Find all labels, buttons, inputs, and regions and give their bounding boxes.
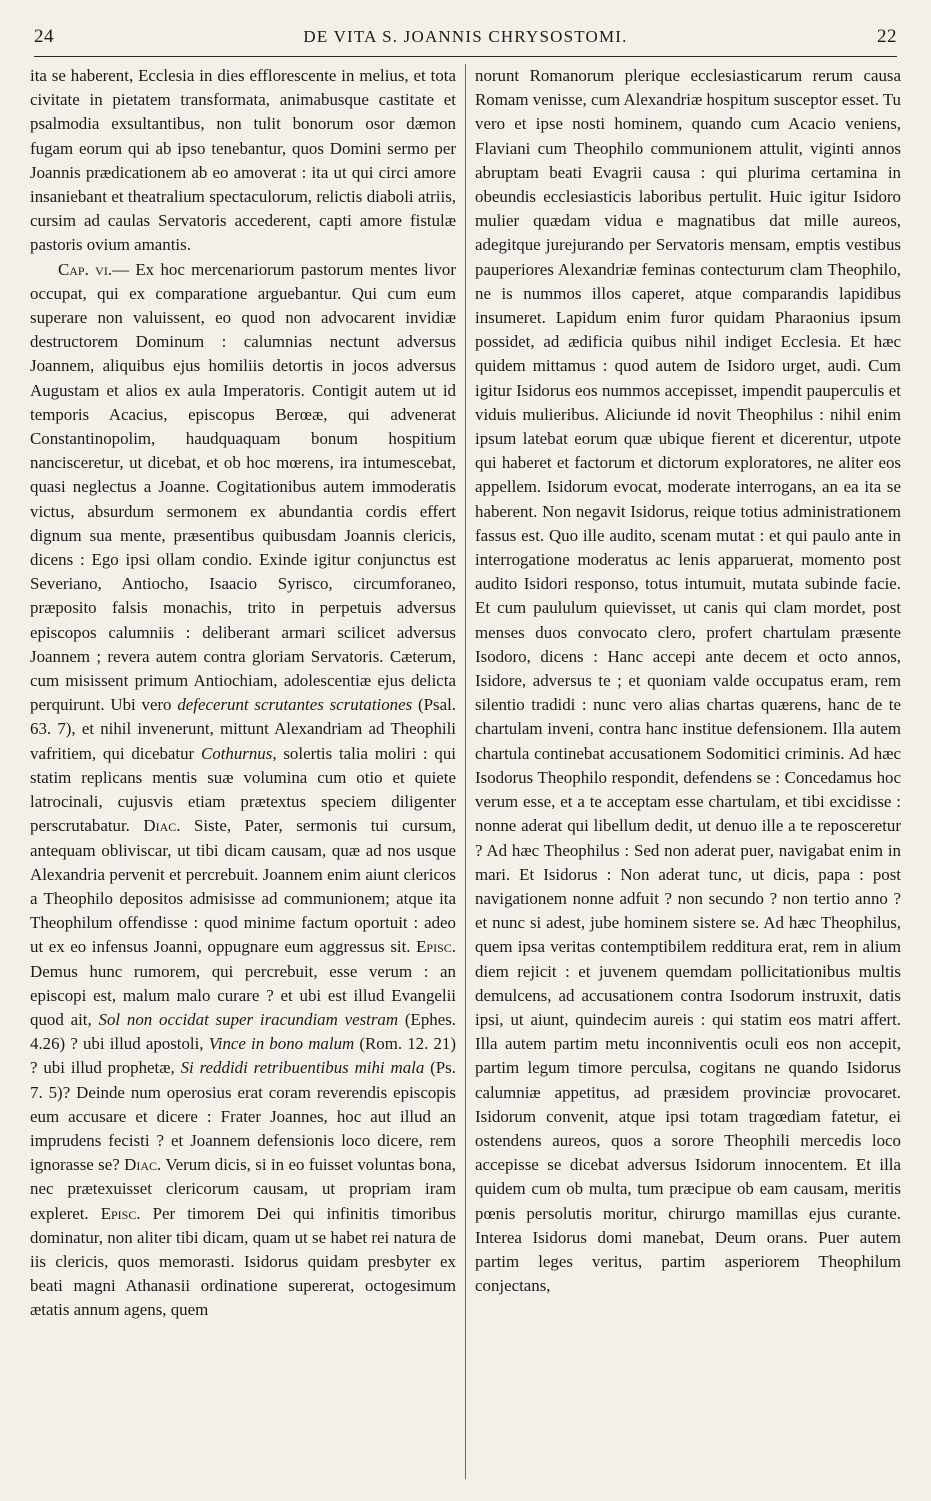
speaker-label: Episc. (100, 1203, 141, 1223)
speaker-label: Episc. (416, 937, 456, 957)
running-header (34, 26, 897, 57)
chapter-label: Cap. vi.— (58, 259, 129, 279)
text-run: Siste, Pater, sermonis tui cursum, antequam obliviscar, ut tibi dicam causam, quæ ad nos usque Alexandria pervenit et percrebuit. Joannem enim aiunt clericos a Theophilo depositos admisisse ad communionem; atque ita Theophilum offendisse : quod minime factum oportuit : adeo ut ex eo infensus Joanni, oppugnare eum aggressus sit. (30, 816, 456, 957)
text-run: ? Deinde num operosius erat coram reverendis episcopis eum accusare et dicere : Frater Joannes, hoc aut illud an imprudens fecisti ? et Joannem defensionis loco dicere, rem ignorasse se? (30, 1082, 456, 1175)
running-title: DE VITA S. JOANNIS CHRYSOSTOMI. (303, 27, 628, 46)
text-run: Demus hunc rumorem, qui percrebuit, esse verum : an episcopi est, malum malo curare ? et ubi est illud Evangelii quod ait, (30, 961, 456, 1029)
scripture-reference: (Ps. 7. 5) (30, 1058, 456, 1102)
scripture-reference: (Rom. 12. 21) (359, 1034, 456, 1054)
scripture-reference: (Psal. 63. 7) (30, 695, 456, 739)
scripture-reference: (Ephes. 4.26) (30, 1009, 457, 1054)
text-run: ? ubi illud apostoli, (70, 1034, 204, 1054)
text-run: Ex hoc mercenariorum pastorum mentes livor occupat, qui ex comparatione arguebantur. Qui cum eum superare non valuissent, eo quod non advocarent invidiæ destructorem Dominum : calumnias nectunt adversus Joannem, aliquibus ejus homiliis detortis in jocos adversus Augustam et alios ex aula Imperatoris. Contigit autem ut id temporis Acacius, episcopus Berœæ, qui advenerat Constantinopolim, haudquaquam bonum hospitium nancisceretur, ut dicebat, et ob hoc mœrens, ira intumescebat, quasi neglectus a Joanne. Cogitationibus autem immoderatis victus, absurdum sermonem ex abundantia cordis effert dignum sua mente, præsentibus quibusdam Joannis clericis, dicens : Ego ipsi ollam condio. Exinde igitur conjunctus est Severiano, Antiocho, Isaacio Syrisco, circumforaneo, præposito falsis monachis, trito in perpetuis adversus episcopos calumniis : deliberant armari scilicet adversus Joannem ; revera autem contra gloriam Servatoris. Cæterum, cum misissent primum Antiochiam, adolescentiæ ejus delicta perquirunt. Ubi vero (30, 259, 456, 715)
text-run: , solertis talia moliri : qui statim replicans mentis suæ volumina cum otio et quiete latrocinali, cujusvis etiam prætextus speciem diligenter perscrutabatur. (30, 743, 457, 836)
paragraph-right: norunt Romanorum plerique ecclesiasticarum rerum causa Romam venisse, cum Alexandriæ hospitum susceptor esset. Tu vero et ipse nosti hominem, quando cum Acacio veniens, Flaviani cum Theophilo communionem attulit, viginti annos abruptam beati Evagrii causa : qui plurima certamina in obeundis ecclesiasticis laboribus pertulit. Huic igitur Isidoro mulier quædam vidua e magnatibus dat mille aureos, adegitque jurejurando per Servatoris mensam, emptis vestibus pauperiores Alexandriæ feminas contecturum clam Theophilo, ne is nummos illos caperet, atque comparandis lapidibus insumeret. Lapidum enim furor quidam Pharaonius ipsum possidet, ad ædificia quibus nihil indiget Ecclesia. Et hæc quidem mittamus : quod autem de Isidoro urget, audi. Cum igitur Isidorus eos nummos accepisset, impendit pauperculis et viduis mulieribus. Aliciunde id novit Theophilus : nihil enim ipsum latebat eorum quæ ubique fierent et dicerentur, utpote qui haberet et factorum et dictorum exploratores, ne aliter eos appellem. Isidorum evocat, moderate interrogans, an ea ita se haberent. Non negavit Isidorus, reique totius administrationem fassus est. Quo ille audito, scenam mutat : et qui paulo ante in interrogatione moderatus ac lenis apparuerat, momento post audito Isidori responso, totus intumuit, mutata subinde facie. Et cum paululum quievisset, ut canis qui clam mordet, post menses duos convocato clero, profert chartulam præsente Isodoro, dicens : Hanc accepi ante decem et octo annos, Isidore, adversus te ; et quoniam valde occupatus eram, rem silentio tradidi : nunc vero alias chartas quærens, hanc de te chartulam inveni, contra hanc institue defensionem. Illa autem chartula continebat accusationem Sodomitici criminis. Ad hæc Isodorus Theophilo respondit, defendens se : Concedamus hoc verum esse, et a te acceptam esse chartulam, et tibi excidisse : nonne aderat qui libellum dedit, ut denuo ille a te reposceretur ? Ad hæc Theophilus : Sed non aderat puer, navigabat enim in mari. Et Isidorus : Non aderat tunc, ut dicis, papa : post navigationem nonne adfuit ? non secundo ? non tertio anno ? et nunc si adest, jube hominem sistere se. Ad hæc Theophilus, quem ipsa veritas contemptibilem redditura erat, rem in alium diem rejicit : et juvenem quemdam pollicitationibus multis demulcens, ad accusationem contra Isodorum instruxit, datis ipsi, ut aiunt, quindecim aureis : qui statim eos matri affert. Illa autem partim metu inconniventis oculi eos non accepit, partim legum timore perculsa, cogitans ne quando Isidorus calumniæ appetitus, ad præsidem provinciæ provocaret. Isidorum convenit, atque ipsi totam tragœdiam fatetur, ei ostendens aureos, quos a sorore Theophili mercedis loco accepisse se dicebat adversus Isidorum innocentem. Et illa quidem cum ob multa, tum præcipue ob eam causam, meritis pœnis persolutis moritur, chirurgo mamillas ejus curante. Interea Isidorus domi manebat, Deum orans. Puer autem partim leges veritus, partim asperiorem Theophilum conjectans, (475, 66, 901, 1296)
epithet: Cothurnus (200, 743, 273, 763)
text-run: ? ubi illud prophetæ, (30, 1058, 175, 1078)
text-run: Verum dicis, si in eo fuisset voluntas bona, nec prætexuisset clericorum causam, ut propriam iram expleret. (30, 1155, 457, 1223)
page-number-left: 24 (34, 26, 54, 47)
paragraph-chapter-6 (30, 258, 456, 1323)
scripture-quote: Si reddidi retribuentibus mihi mala (180, 1058, 425, 1078)
text-columns (30, 64, 901, 1483)
left-column (30, 64, 456, 1483)
scripture-quote: Sol non occidat super iracundiam vestram (98, 1009, 399, 1029)
right-column (475, 64, 901, 1483)
text-run: , et nihil invenerunt, mittunt Alexandriam ad Theophili vafritiem, qui dicebatur (30, 719, 456, 763)
speaker-label: Diac. (143, 816, 181, 836)
speaker-label: Diac. (124, 1155, 162, 1175)
scripture-quote: Vince in bono malum (208, 1034, 355, 1054)
text-run: Per timorem Dei qui infinitis timoribus dominatur, non aliter tibi dicam, quam ut se habet rei natura de iis clericis, quos memorasti. Isidorus quidam presbyter ex beati magni Athanasii ordinatione supererat, octogesimum ætatis annum agens, quem (30, 1203, 456, 1320)
page-number-right: 22 (876, 26, 897, 47)
scripture-quote: defecerunt scrutantes scrutationes (177, 695, 413, 715)
paragraph-continuation: ita se haberent, Ecclesia in dies efflorescente in melius, et tota civitate in pietatem transformata, animabusque castitate et psalmodia exsultantibus, non tulit bonorum osor dæmon fugam eorum qui ab ipso tenebantur, quos Domini sermo per Joannis prædicationem ab eo amoverat : ita ut qui circi amore insaniebant et theatralium spectaculorum, relictis diaboli atriis, cursim ad caulas Servatoris accederent, capti amore fistulæ pastoris ovium amantis. (30, 66, 456, 255)
